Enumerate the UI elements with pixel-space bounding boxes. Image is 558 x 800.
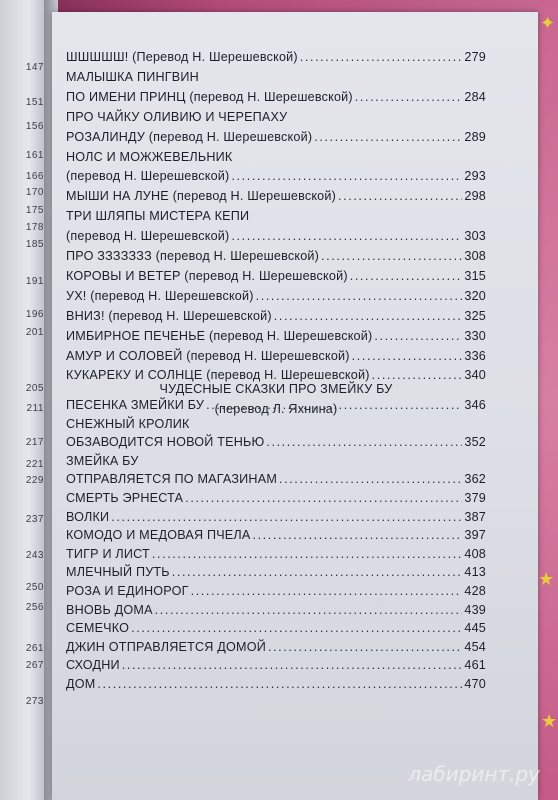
left-page-number: 151 (25, 97, 44, 108)
left-page-number: 243 (25, 550, 44, 561)
toc-leader-dots (97, 677, 462, 691)
toc-leader-dots (372, 368, 463, 382)
toc-leader-dots (152, 547, 462, 561)
toc-entry-title: МЫШИ НА ЛУНЕ (перевод Н. Шерешевской) (66, 189, 337, 204)
left-page-number: 166 (25, 171, 44, 182)
toc-leader-dots (266, 435, 462, 449)
section-subheading: (перевод Л. Яхнина) (214, 402, 338, 416)
toc-entry-title: МЛЕЧНЫЙ ПУТЬ (66, 565, 170, 580)
toc-page-number: 352 (464, 435, 486, 450)
left-page-number: 185 (25, 239, 44, 250)
toc-entry-title: КУКАРЕКУ И СОЛНЦЕ (перевод Н. Шерешевской) (66, 368, 370, 383)
toc-entry (66, 565, 486, 584)
toc-entry (66, 435, 486, 454)
left-page-number: 221 (25, 459, 44, 470)
toc-entry-title: КОРОВЫ И ВЕТЕР (перевод Н. Шерешевской) (66, 268, 348, 283)
toc-entry-title: ШШШШШ! (Перевод Н. Шерешевской) (66, 50, 298, 64)
toc-leader-dots (185, 491, 462, 505)
toc-entry (66, 70, 486, 89)
toc-leader-dots (231, 169, 462, 183)
toc-entry-title: (перевод Н. Шерешевской) (66, 169, 230, 184)
toc-entry-title: РОЗА И ЕДИНОРОГ (66, 584, 189, 598)
toc-entry-title: ВНОВЬ ДОМА (66, 602, 153, 617)
toc-entry-title: МАЛЫШКА ПИНГВИН (66, 69, 199, 84)
toc-leader-dots (314, 130, 462, 144)
watermark-logo: лабиринт.ру (408, 762, 540, 786)
toc-leader-dots (274, 309, 463, 323)
toc-page-number: 454 (464, 639, 486, 654)
toc-leader-dots (256, 289, 463, 303)
left-page-number: 147 (25, 62, 44, 73)
left-page-number: 196 (25, 309, 44, 320)
toc-entry-title: ТИГР И ЛИСТ (66, 546, 150, 561)
toc-leader-dots (352, 349, 463, 363)
toc-leader-dots (252, 528, 462, 542)
toc-leader-dots (111, 510, 462, 524)
left-page-number: 175 (25, 205, 44, 216)
left-page-edge (0, 0, 48, 800)
toc-page-number: 470 (464, 677, 486, 691)
toc-entry (66, 90, 486, 109)
toc-entry-title: РОЗАЛИНДУ (перевод Н. Шерешевской) (66, 129, 313, 144)
toc-entry (66, 491, 486, 510)
star-decoration-icon: ★ (538, 569, 555, 589)
toc-entry-title: АМУР И СОЛОВЕЙ (перевод Н. Шерешевской) (66, 348, 350, 363)
toc-entry (66, 454, 486, 473)
toc-entry (66, 658, 486, 677)
toc-entry-title: СЕМЕЧКО (66, 621, 130, 636)
toc-page-number: 284 (464, 89, 486, 104)
toc-page-number: 303 (464, 229, 486, 244)
toc-entry-title: ВНИЗ! (перевод Н. Шерешевской) (66, 308, 272, 323)
toc-page-number: 387 (464, 509, 486, 524)
toc-page-number: 379 (464, 491, 486, 505)
left-page-number: 237 (25, 514, 44, 525)
left-page-number: 256 (25, 602, 44, 613)
toc-entry (66, 249, 486, 268)
left-page-number: 273 (25, 696, 44, 707)
toc-page-number: 428 (464, 584, 486, 598)
left-page-number: 211 (26, 403, 44, 414)
left-page-number: 161 (25, 150, 44, 161)
toc-entry (66, 309, 486, 328)
toc-page-number: 445 (464, 621, 486, 636)
toc-leader-dots (155, 603, 463, 617)
toc-leader-dots (355, 90, 463, 104)
star-decoration-icon: ★ (541, 711, 558, 731)
toc-entry (66, 229, 486, 248)
toc-leader-dots (268, 640, 462, 654)
toc-leader-dots (131, 621, 462, 635)
toc-entry-title: ВОЛКИ (66, 509, 110, 524)
toc-page-number: 461 (464, 658, 486, 673)
toc-entry-title: ЗМЕЙКА БУ (66, 453, 139, 468)
toc-entry (66, 269, 486, 288)
toc-page-number: 315 (464, 268, 486, 283)
toc-page-number: 340 (464, 368, 486, 383)
toc-entry-title: ДОМ (66, 677, 96, 691)
toc-page-number: 336 (464, 348, 486, 363)
toc-entry-title: УХ! (перевод Н. Шерешевской) (66, 288, 254, 303)
toc-entry-title: ПО ИМЕНИ ПРИНЦ (перевод Н. Шерешевской) (66, 89, 353, 104)
toc-entry (66, 621, 486, 640)
toc-entry (66, 584, 486, 603)
toc-leader-dots (279, 472, 462, 486)
toc-entry (66, 329, 486, 348)
left-page-number: 261 (25, 643, 44, 654)
toc-entry-title: ИМБИРНОЕ ПЕЧЕНЬЕ (перевод Н. Шерешевской) (66, 328, 373, 343)
toc-entry-title: ТРИ ШЛЯПЫ МИСТЕРА КЕПИ (66, 209, 250, 224)
toc-entry-title: ПЕСЕНКА ЗМЕЙКИ БУ (66, 398, 205, 412)
toc-entry-title: ДЖИН ОТПРАВЛЯЕТСЯ ДОМОЙ (66, 639, 266, 654)
toc-entry (66, 417, 486, 436)
toc-entry-title: ОБЗАВОДИТСЯ НОВОЙ ТЕНЬЮ (66, 435, 265, 450)
toc-page-number: 289 (464, 129, 486, 144)
toc-entry (66, 677, 486, 696)
left-page-number: 178 (25, 222, 44, 233)
toc-entry (66, 547, 486, 566)
toc-entry (66, 209, 486, 228)
toc-entry-title: СМЕРТЬ ЭРНЕСТА (66, 491, 184, 505)
left-page-number: 217 (25, 437, 44, 448)
toc-entry (66, 189, 486, 208)
toc-entry-title: ОТПРАВЛЯЕТСЯ ПО МАГАЗИНАМ (66, 472, 278, 487)
toc-entry (66, 640, 486, 659)
toc-page-number: 308 (464, 249, 486, 263)
toc-page-number: 413 (464, 565, 486, 580)
toc-entry (66, 398, 486, 417)
toc-leader-dots (300, 50, 463, 64)
toc-leader-dots (321, 249, 462, 263)
toc-leader-dots (231, 229, 462, 243)
toc-page-number: 325 (464, 308, 486, 323)
toc-leader-dots (350, 269, 463, 283)
toc-entry-title: ПРО ЧАЙКУ ОЛИВИЮ И ЧЕРЕПАХУ (66, 109, 288, 124)
left-page-number: 267 (25, 660, 44, 671)
toc-page-number: 279 (464, 50, 486, 64)
left-page-number: 201 (25, 327, 44, 338)
toc-leader-dots (206, 398, 462, 412)
toc-entry-title: СХОДНИ (66, 658, 120, 673)
toc-entry-title: СНЕЖНЫЙ КРОЛИК (66, 416, 190, 431)
toc-leader-dots (172, 565, 463, 579)
cover-edge-strip (538, 0, 558, 800)
toc-entry-title: (перевод Н. Шерешевской) (66, 229, 230, 244)
left-page-number: 229 (25, 475, 44, 486)
toc-page-number: 320 (464, 288, 486, 303)
toc-page-number: 346 (464, 398, 486, 412)
left-page-number: 250 (25, 582, 44, 593)
toc-entry (66, 150, 486, 169)
toc-entry (66, 110, 486, 129)
toc-page-number: 298 (464, 189, 486, 204)
toc-entry (66, 528, 486, 547)
toc-entry-title: КОМОДО И МЕДОВАЯ ПЧЕЛА (66, 528, 251, 543)
toc-page-number: 408 (464, 546, 486, 561)
toc-entry (66, 130, 486, 149)
toc-leader-dots (191, 584, 463, 598)
toc-page-number: 330 (464, 328, 486, 343)
left-page-number: 205 (25, 383, 44, 394)
left-page-number: 156 (25, 121, 44, 132)
toc-entry-title: НОЛС И МОЖЖЕВЕЛЬНИК (66, 149, 233, 164)
toc-entry-title: ПРО ЗЗЗЗЗЗЗ (перевод Н. Шерешевской) (66, 249, 320, 263)
toc-page-number: 439 (464, 602, 486, 617)
toc-page-number: 362 (464, 472, 486, 487)
toc-entry (66, 603, 486, 622)
toc-entry (66, 510, 486, 529)
toc-page-number: 397 (464, 528, 486, 543)
left-page-number: 170 (25, 187, 44, 198)
toc-page-number: 293 (464, 169, 486, 184)
toc-leader-dots (122, 658, 463, 672)
toc-entry (66, 289, 486, 308)
toc-entry (66, 349, 486, 368)
left-page-number: 191 (25, 276, 44, 287)
toc-entry (66, 50, 486, 69)
star-decoration-icon: ✦ (540, 13, 556, 33)
toc-entry (66, 472, 486, 491)
toc-leader-dots (374, 329, 462, 343)
section-heading: ЧУДЕСНЫЕ СКАЗКИ ПРО ЗМЕЙКУ БУ (159, 382, 393, 396)
toc-entry (66, 169, 486, 188)
toc-leader-dots (338, 189, 462, 203)
